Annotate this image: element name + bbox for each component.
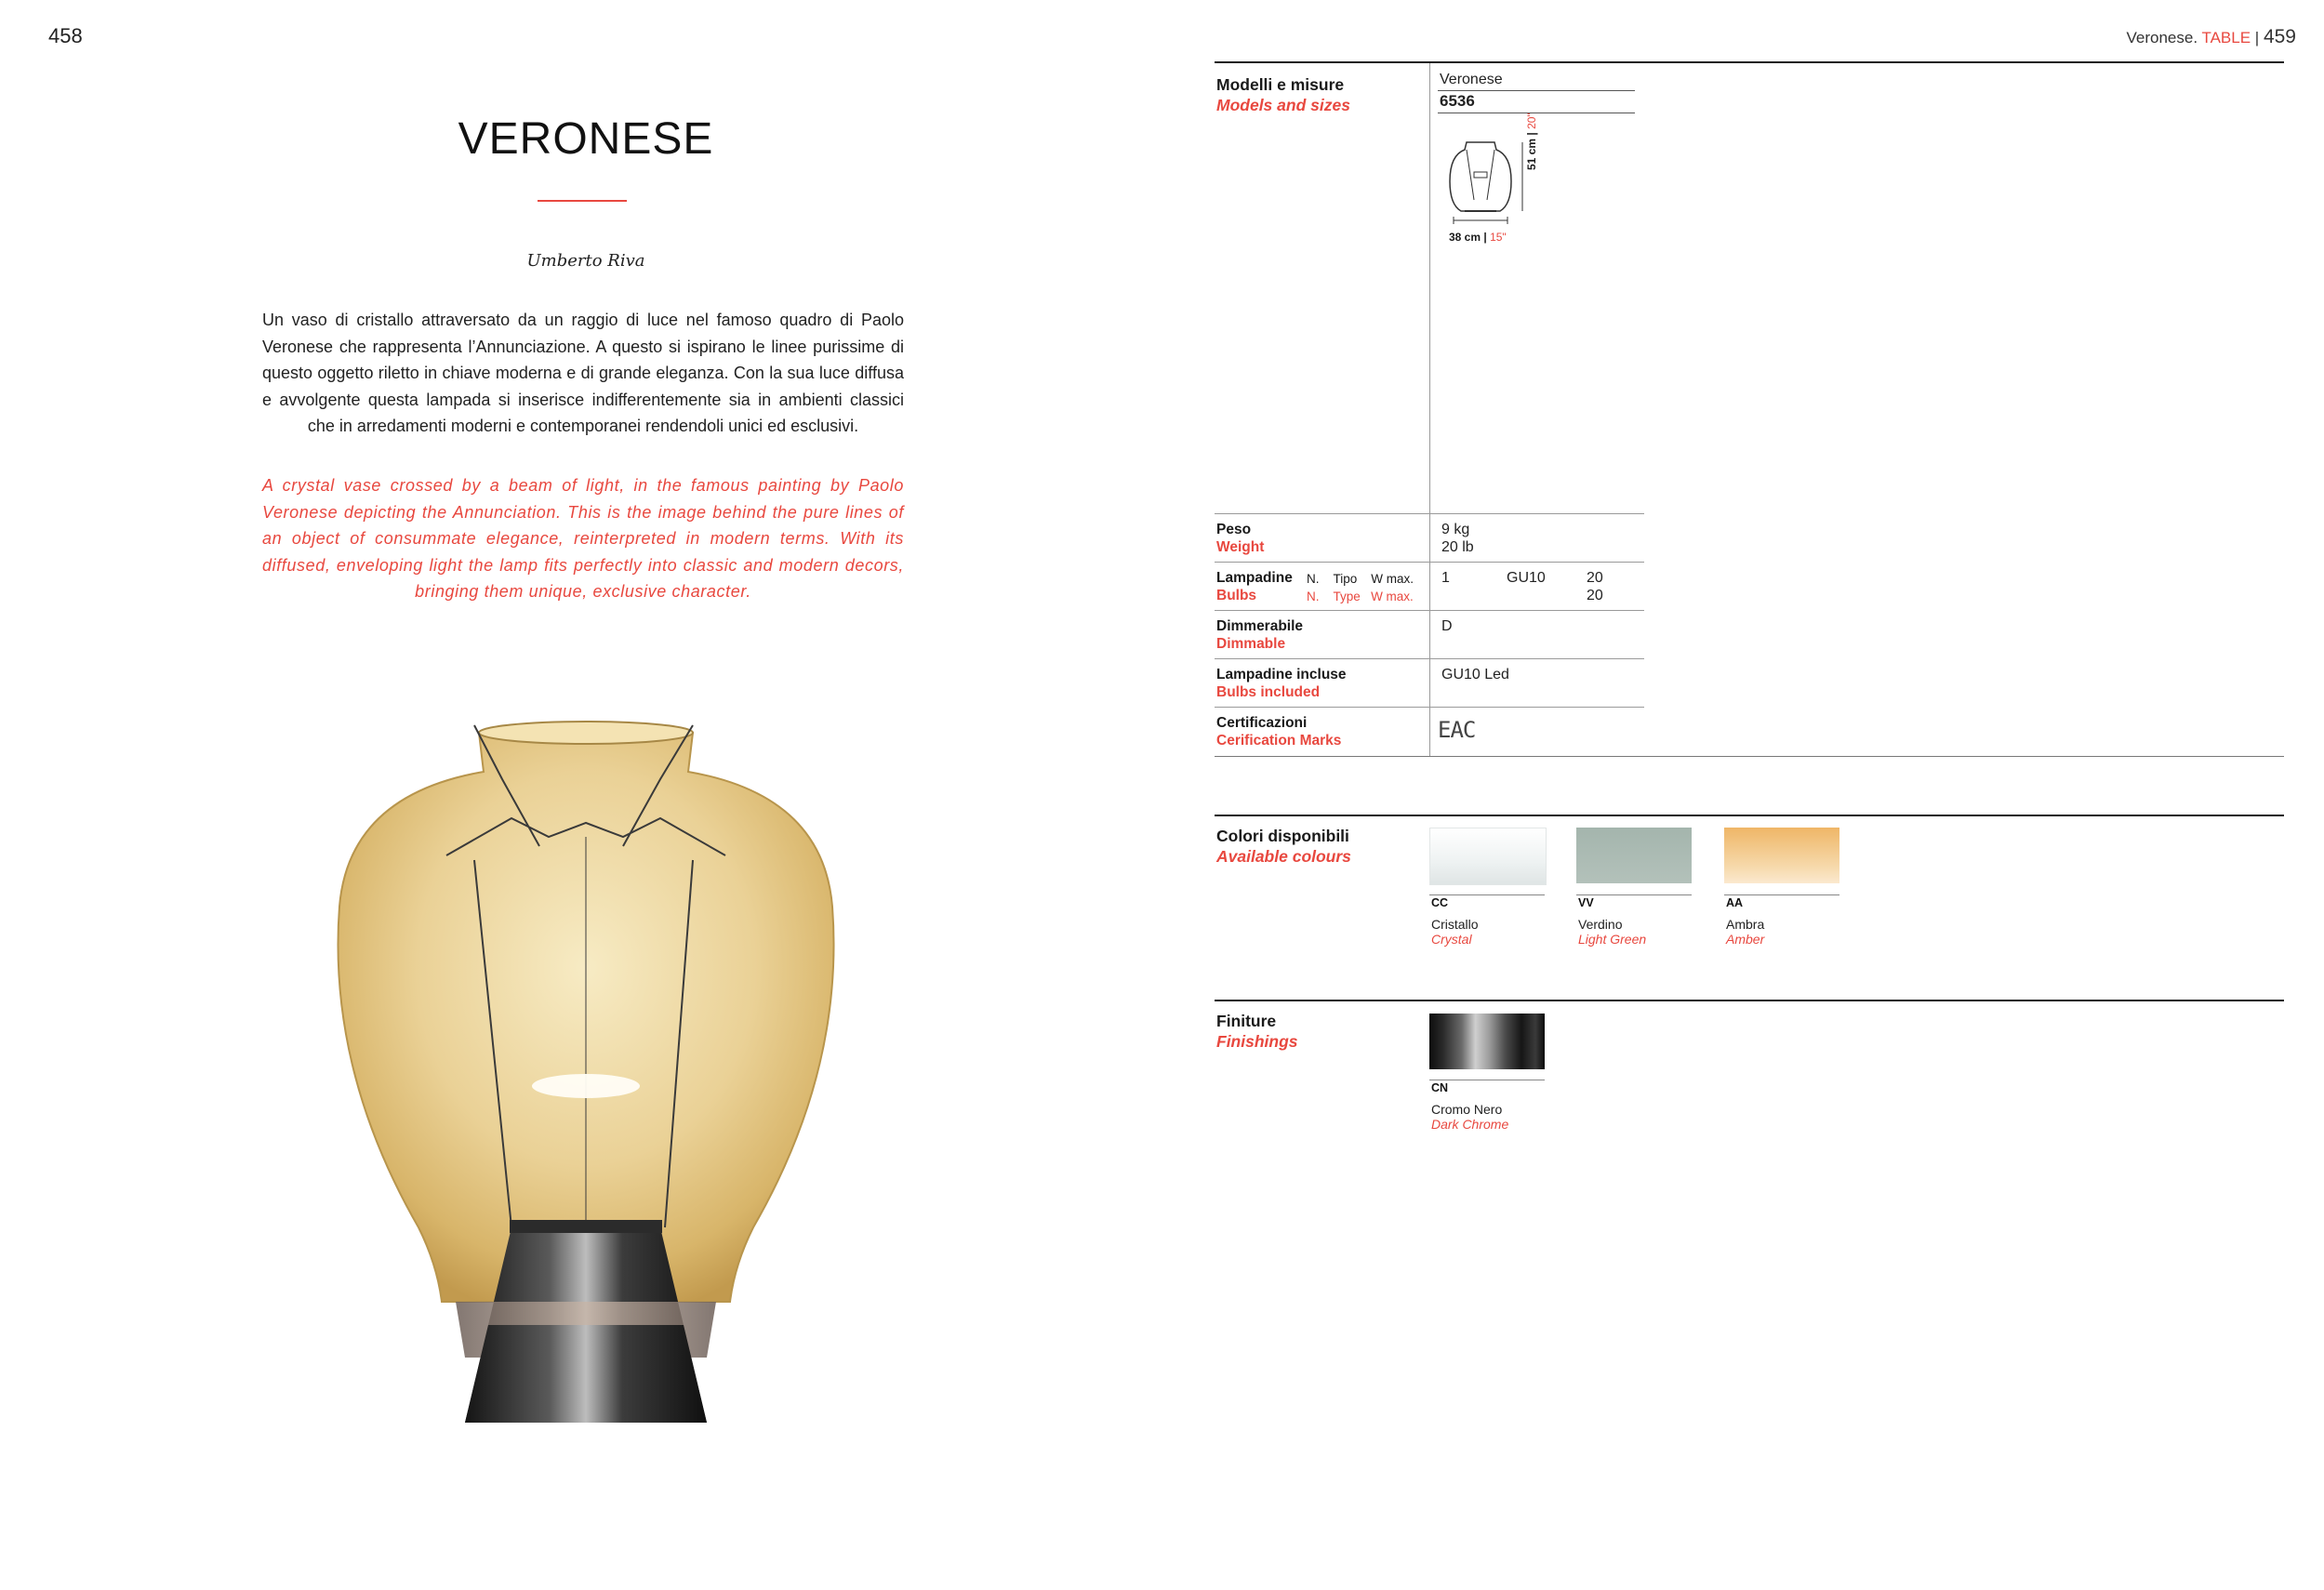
lamp-dimension-drawing [1446, 135, 1530, 228]
bulbs-column-headers: N. Tipo W max. N. Type W max. [1307, 572, 1414, 603]
dimmable-label: Dimmerabile Dimmable [1216, 618, 1304, 652]
swatch-rule [1576, 894, 1692, 895]
model-code: 6536 [1440, 92, 1475, 110]
colour-swatch-amber [1724, 828, 1839, 883]
spec-top-rule [1215, 61, 2284, 63]
eac-mark: EAC [1438, 717, 1476, 743]
colour-name-en: Amber [1726, 932, 1765, 947]
product-title: VERONESE [458, 114, 714, 164]
header-separator: | [2254, 29, 2260, 46]
finishes-top-rule [1215, 1000, 2284, 1001]
title-underline [538, 200, 627, 202]
bulbs-rule [1215, 562, 1644, 563]
finishes-label: Finiture Finishings [1216, 1012, 1298, 1051]
colour-name: Ambra [1726, 917, 1765, 932]
dimmable-rule [1215, 610, 1644, 611]
finish-swatch-dark-chrome [1429, 1014, 1545, 1069]
lamp-light-disc [532, 1074, 640, 1098]
header-product-name: Veronese. [2126, 29, 2198, 46]
models-label: Modelli e misure Models and sizes [1216, 75, 1350, 114]
colour-name: Verdino [1578, 917, 1623, 932]
bulbs-wattage: 20 [1587, 570, 1603, 586]
weight-kg: 9 kg [1441, 522, 1470, 537]
header-category: TABLE [2201, 29, 2251, 46]
colours-top-rule [1215, 815, 2284, 816]
width-dimension: 38 cm | 15" [1449, 231, 1507, 244]
weight-rule [1215, 513, 1644, 514]
finish-code: CN [1431, 1081, 1449, 1094]
finish-name-en: Dark Chrome [1431, 1117, 1509, 1132]
lamp-photo [316, 707, 856, 1432]
certifications-label: Certificazioni Cerification Marks [1216, 715, 1342, 749]
spec-column-divider [1429, 63, 1430, 756]
bulbs-quantity: 1 [1441, 570, 1450, 586]
colour-swatch-light-green [1576, 828, 1692, 883]
colours-label: Colori disponibili Available colours [1216, 827, 1351, 866]
right-page-number: 459 [2263, 26, 2296, 47]
bulbs-wattage-en: 20 [1587, 588, 1603, 603]
weight-lb: 20 lb [1441, 539, 1474, 555]
finish-name: Cromo Nero [1431, 1102, 1503, 1117]
colour-name-en: Light Green [1578, 932, 1647, 947]
colour-name: Cristallo [1431, 917, 1479, 932]
weight-label: Peso Weight [1216, 522, 1265, 555]
left-page-number: 458 [48, 24, 83, 47]
swatch-rule [1429, 894, 1545, 895]
designer-name: Umberto Riva [526, 251, 645, 271]
colour-swatch-crystal [1429, 828, 1547, 885]
included-rule [1215, 658, 1644, 659]
colour-code: AA [1726, 896, 1744, 909]
colour-name-en: Crystal [1431, 932, 1472, 947]
right-page-header [2126, 26, 2296, 48]
model-family: Veronese [1440, 72, 1503, 87]
description-english: A crystal vase crossed by a beam of light, in the famous painting by Paolo Veronese depicting the Annunciation. This is the image behind the pure lines of an object of consummate elegance, reinterpreted in modern terms. With its diffused, enveloping light the lamp fits perfectly into classic and modern decors, bringing them unique, exclusive character. [262, 476, 904, 601]
certifications-rule [1215, 707, 1644, 708]
description-italian: Un vaso di cristallo attraversato da un raggio di luce nel famoso quadro di Paolo Veronese che rappresenta l’Annunciazione. A questo si ispirano le linee purissime di questo oggetto riletto in chiave moderna e di grande eleganza. Con la sua luce diffusa e avvolgente questa lampada si inserisce indifferentemente sia in ambienti classici che in arredamenti moderni e contemporanei rendendoli unici ed esclusivi. [262, 311, 904, 435]
height-dimension: 51 cm | 20" [1525, 113, 1538, 170]
spec-bottom-rule [1215, 756, 2284, 757]
bulbs-label: Lampadine Bulbs [1216, 570, 1293, 603]
bulbs-included-value: GU10 Led [1441, 667, 1509, 682]
bulbs-type: GU10 [1507, 570, 1546, 586]
colour-code: VV [1578, 896, 1594, 909]
colour-code: CC [1431, 896, 1449, 909]
swatch-rule [1724, 894, 1839, 895]
dimmable-value: D [1441, 618, 1453, 634]
bulbs-included-label: Lampadine incluse Bulbs included [1216, 667, 1347, 700]
